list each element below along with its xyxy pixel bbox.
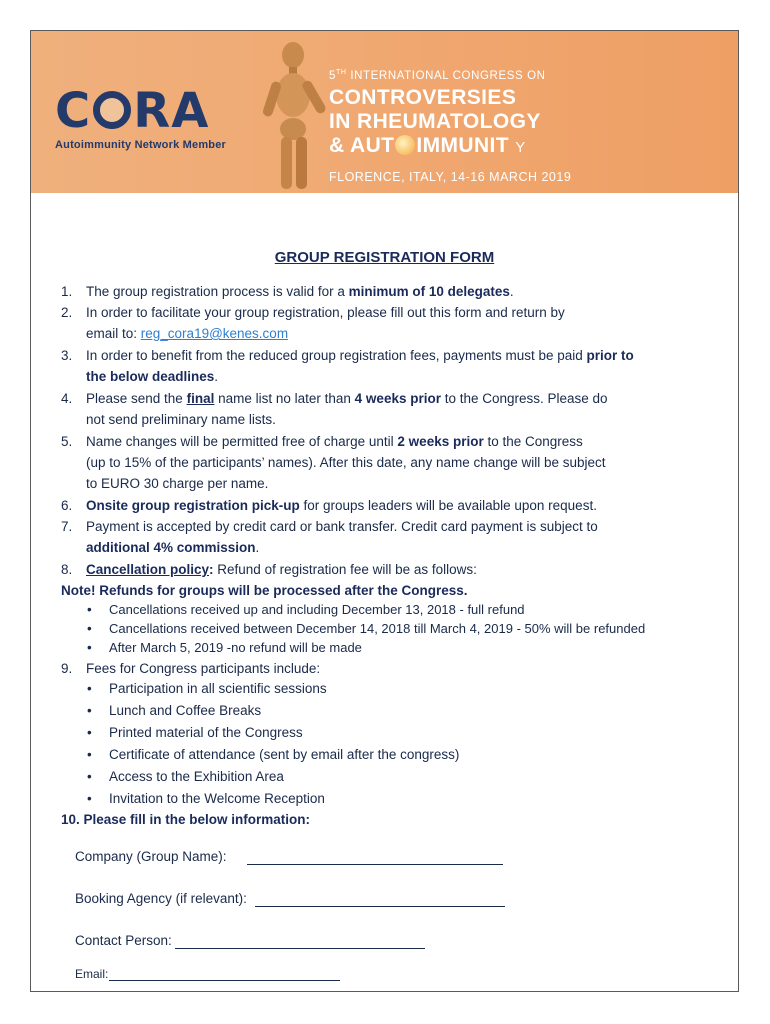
item-4-bold: 4 weeks prior xyxy=(354,391,441,406)
fee-item-5: Access to the Exhibition Area xyxy=(109,769,284,784)
refund-note-text: Note! Refunds for groups will be processed after the Congress. xyxy=(61,583,468,598)
fee-item-4: Certificate of attendance (sent by email after the congress) xyxy=(109,747,460,762)
cora-logo xyxy=(55,83,227,151)
item-4-final: final xyxy=(186,391,215,406)
bullet-icon: • xyxy=(87,791,92,806)
registration-email-link[interactable]: reg_cora19@kenes.com xyxy=(140,326,289,341)
item-4-text-2: name list no later than xyxy=(214,391,355,406)
congress-banner xyxy=(31,31,738,193)
item-5-line-3: to EURO 30 charge per name. xyxy=(86,476,269,491)
item-4-line-1 xyxy=(86,390,608,408)
form-title: GROUP REGISTRATION FORM xyxy=(274,249,495,266)
bullet-icon: • xyxy=(87,602,92,617)
title-line-3a: & AUT xyxy=(329,133,395,157)
item-7-bold: additional 4% commission xyxy=(86,540,256,555)
item-8-colon: : xyxy=(209,562,214,577)
item-5-line-1 xyxy=(86,433,583,451)
item-8-text: Refund of registration fee will be as follows: xyxy=(213,562,477,577)
fee-item-2: Lunch and Coffee Breaks xyxy=(109,703,262,718)
item-5-line-2: (up to 15% of the participants’ names). After this date, any name change will be subject xyxy=(86,455,606,470)
item-5-text-2: to the Congress xyxy=(483,434,583,449)
item-number-6: 6. xyxy=(61,498,73,513)
item-2-line-1: In order to facilitate your group registration, please fill out this form and return by xyxy=(86,305,565,320)
title-line-3c: Y xyxy=(515,138,526,156)
item-number-7: 7. xyxy=(61,519,73,534)
item-number-8: 8. xyxy=(61,562,73,577)
fee-item-3: Printed material of the Congress xyxy=(109,725,303,740)
agency-label: Booking Agency (if relevant): xyxy=(75,891,247,906)
item-7-line-1: Payment is accepted by credit card or bank transfer. Credit card payment is subject to xyxy=(86,519,598,534)
logo-letter-c: C xyxy=(55,83,92,139)
item-4-line-2: not send preliminary name lists. xyxy=(86,412,276,427)
logo-letters-ra: RA xyxy=(133,83,210,139)
sun-icon xyxy=(395,135,415,155)
edition-sup: TH xyxy=(336,69,347,76)
item-9: Fees for Congress participants include: xyxy=(86,661,321,676)
bullet-icon: • xyxy=(87,703,92,718)
fee-item-6: Invitation to the Welcome Reception xyxy=(109,791,325,806)
item-8 xyxy=(86,561,477,579)
item-2-line-2 xyxy=(86,325,288,343)
email-input[interactable] xyxy=(109,980,340,981)
contact-label: Contact Person: xyxy=(75,933,172,948)
title-line-3b: IMMUNIT xyxy=(416,133,510,157)
item-6 xyxy=(86,497,597,515)
edition-text: INTERNATIONAL CONGRESS ON xyxy=(346,69,546,82)
item-6-text: for groups leaders will be available upon request. xyxy=(299,498,597,513)
item-3-bold-2: the below deadlines xyxy=(86,369,215,384)
item-5-text: Name changes will be permitted free of charge until xyxy=(86,434,398,449)
item-1 xyxy=(86,283,514,301)
item-number-3: 3. xyxy=(61,348,73,363)
title-line-2: IN RHEUMATOLOGY xyxy=(329,109,541,133)
title-line-1: CONTROVERSIES xyxy=(329,85,517,109)
item-7-line-2 xyxy=(86,539,259,557)
agency-input[interactable] xyxy=(255,906,505,907)
item-3-end: . xyxy=(214,369,219,384)
bullet-icon: • xyxy=(87,640,92,655)
item-number-4: 4. xyxy=(61,391,73,406)
item-number-1: 1. xyxy=(61,284,73,299)
congress-place: FLORENCE, ITALY, 14-16 MARCH 2019 xyxy=(329,169,572,184)
form-page xyxy=(30,30,739,992)
item-7-end: . xyxy=(255,540,260,555)
company-label: Company (Group Name): xyxy=(75,849,227,864)
item-number-5: 5. xyxy=(61,434,73,449)
wooden-mannequin-icon xyxy=(245,37,335,193)
item-3-line-1 xyxy=(86,347,634,365)
item-4-text: Please send the xyxy=(86,391,187,406)
refund-note xyxy=(61,582,468,600)
company-input[interactable] xyxy=(247,864,503,865)
edition-number: 5 xyxy=(329,69,336,82)
bullet-icon: • xyxy=(87,621,92,636)
item-3-text: In order to benefit from the reduced group registration fees, payments must be paid xyxy=(86,348,587,363)
refund-item-3: After March 5, 2019 -no refund will be made xyxy=(109,640,362,655)
item-1-end: . xyxy=(509,284,514,299)
item-10-text: 10. Please fill in the below information: xyxy=(61,812,311,827)
contact-input[interactable] xyxy=(175,948,425,949)
item-number-2: 2. xyxy=(61,305,73,320)
refund-item-2: Cancellations received between December 14, 2018 till March 4, 2019 - 50% will be refunded xyxy=(109,621,646,636)
item-5-bold: 2 weeks prior xyxy=(397,434,484,449)
fee-item-1: Participation in all scientific sessions xyxy=(109,681,327,696)
bullet-icon: • xyxy=(87,725,92,740)
item-2-email-label: email to: xyxy=(86,326,141,341)
item-10 xyxy=(61,811,310,829)
item-4-text-3: to the Congress. Please do xyxy=(440,391,608,406)
bullet-icon: • xyxy=(87,747,92,762)
item-1-text: The group registration process is valid for a xyxy=(86,284,349,299)
item-1-bold: minimum of 10 delegates xyxy=(348,284,510,299)
bullet-icon: • xyxy=(87,681,92,696)
item-6-bold: Onsite group registration pick-up xyxy=(86,498,300,513)
globe-icon xyxy=(93,91,131,129)
refund-item-1: Cancellations received up and including December 13, 2018 - full refund xyxy=(109,602,525,617)
item-number-9: 9. xyxy=(61,661,73,676)
bullet-icon: • xyxy=(87,769,92,784)
cancellation-policy-label: Cancellation policy xyxy=(86,562,210,577)
email-label: Email: xyxy=(75,967,109,981)
title-line-3 xyxy=(329,134,571,160)
congress-title xyxy=(329,69,571,184)
item-3-line-2 xyxy=(86,368,218,386)
logo-subtitle: Autoimmunity Network Member xyxy=(55,139,227,151)
item-3-bold: prior to xyxy=(586,348,634,363)
